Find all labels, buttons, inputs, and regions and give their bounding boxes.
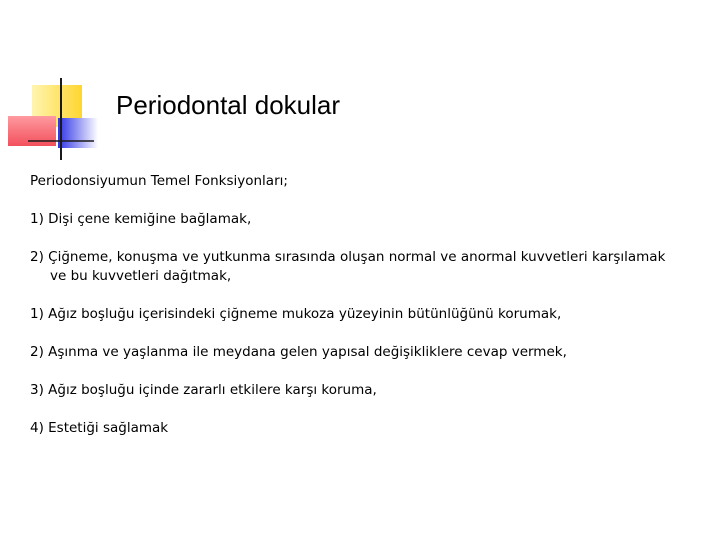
list-item — [30, 343, 710, 362]
text-line: 3) Ağız boşluğu içinde zararlı etkilere karşı koruma, — [30, 382, 377, 398]
list-item — [30, 381, 710, 400]
text-line: 2) Aşınma ve yaşlanma ile meydana gelen yapısal değişikliklere cevap vermek, — [30, 344, 567, 360]
text-line-continued: ve bu kuvvetleri dağıtmak, — [50, 268, 232, 284]
list-item — [30, 305, 710, 324]
logo-blue-bar — [58, 118, 98, 148]
text-line: 1) Dişi çene kemiğine bağlamak, — [30, 211, 252, 227]
list-item — [30, 419, 710, 438]
paragraph-heading — [30, 172, 710, 191]
decorative-logo — [0, 0, 110, 170]
list-item — [30, 248, 710, 286]
text-line: 4) Estetiği sağlamak — [30, 420, 169, 436]
text-line: 2) Çiğneme, konuşma ve yutkunma sırasında oluşan normal ve anormal kuvvetleri karşılamak — [30, 249, 666, 265]
slide-title: Periodontal dokular — [116, 90, 341, 120]
text-line: 1) Ağız boşluğu içerisindeki çiğneme mukoza yüzeyinin bütünlüğünü korumak, — [30, 306, 562, 322]
text-line: Periodonsiyumun Temel Fonksiyonları; — [30, 173, 288, 189]
slide-content — [30, 172, 710, 457]
list-item — [30, 210, 710, 229]
